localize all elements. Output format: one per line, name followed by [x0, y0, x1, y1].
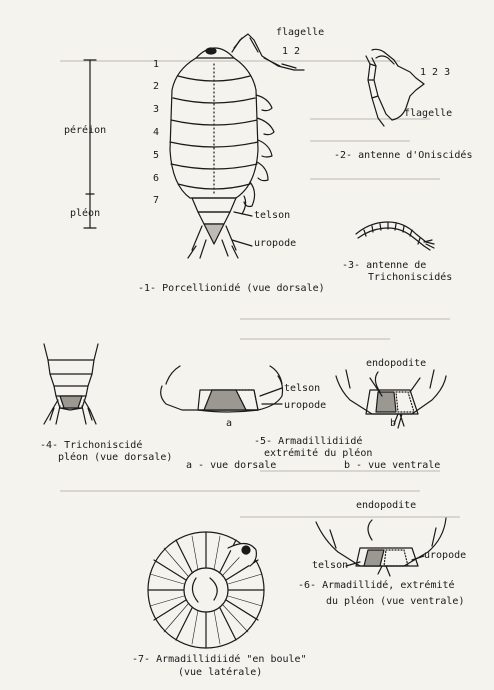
fig6-caption-line1: -6- Armadillidé, extrémité — [298, 580, 455, 591]
fig5-caption-a: a - vue dorsale — [186, 460, 277, 471]
fig1-porcellionid-drawing — [84, 34, 304, 258]
fig3-caption-line1: -3- antenne de — [342, 260, 427, 271]
fig6-uropode-label: uropode — [424, 550, 467, 561]
fig1-flagelle-numbers: 1 2 — [282, 46, 301, 57]
fig3-antenna-drawing — [356, 222, 434, 250]
fig4-caption-line2: pléon (vue dorsale) — [58, 452, 173, 463]
fig1-telson-label: telson — [254, 210, 291, 221]
fig1-segment-7: 7 — [153, 195, 160, 206]
fig1-segment-1: 1 — [153, 59, 160, 70]
fig5-endopodite-label: endopodite — [366, 358, 427, 369]
fig4-pleon-drawing — [44, 344, 98, 424]
fig7-rolled-isopod-drawing — [148, 532, 264, 648]
fig5-caption-line1: -5- Armadillidiidé — [254, 436, 363, 447]
fig2-flagelle-label: flagelle — [404, 108, 453, 119]
fig1-pleon-label: pléon — [70, 208, 101, 219]
fig1-segment-4: 4 — [153, 127, 160, 138]
fig6-telson-label: telson — [312, 560, 349, 571]
fig1-segment-3: 3 — [153, 104, 160, 115]
fig2-caption: -2- antenne d'Oniscidés — [334, 150, 473, 161]
fig1-segment-5: 5 — [153, 150, 160, 161]
fig5-b-label: b — [390, 418, 397, 429]
fig5-uropode-label: uropode — [284, 400, 327, 411]
fig1-segment-6: 6 — [153, 173, 160, 184]
fig5a-pleon-dorsal-drawing — [161, 366, 283, 412]
fig1-pereion-label: péréion — [64, 125, 107, 136]
fig1-segment-2: 2 — [153, 81, 160, 92]
fig5-a-label: a — [226, 418, 233, 429]
fig1-caption: -1- Porcellionidé (vue dorsale) — [138, 283, 325, 294]
fig1-uropode-label: uropode — [254, 238, 297, 249]
fig5-caption-b: b - vue ventrale — [344, 460, 441, 471]
fig6-caption-line2: du pléon (vue ventrale) — [326, 596, 465, 607]
fig4-caption-line1: -4- Trichoniscidé — [40, 440, 143, 451]
fig7-caption-line1: -7- Armadillidiidé "en boule" — [132, 654, 307, 665]
fig6-endopodite-label: endopodite — [356, 500, 417, 511]
fig3-caption-line2: Trichoniscidés — [368, 272, 453, 283]
fig2-flagelle-numbers: 1 2 3 — [420, 67, 451, 78]
fig5-caption-line2: extrémité du pléon — [264, 448, 373, 459]
fig1-flagelle-label: flagelle — [276, 27, 325, 38]
fig7-caption-line2: (vue latérale) — [178, 667, 263, 678]
fig5-telson-label: telson — [284, 383, 321, 394]
